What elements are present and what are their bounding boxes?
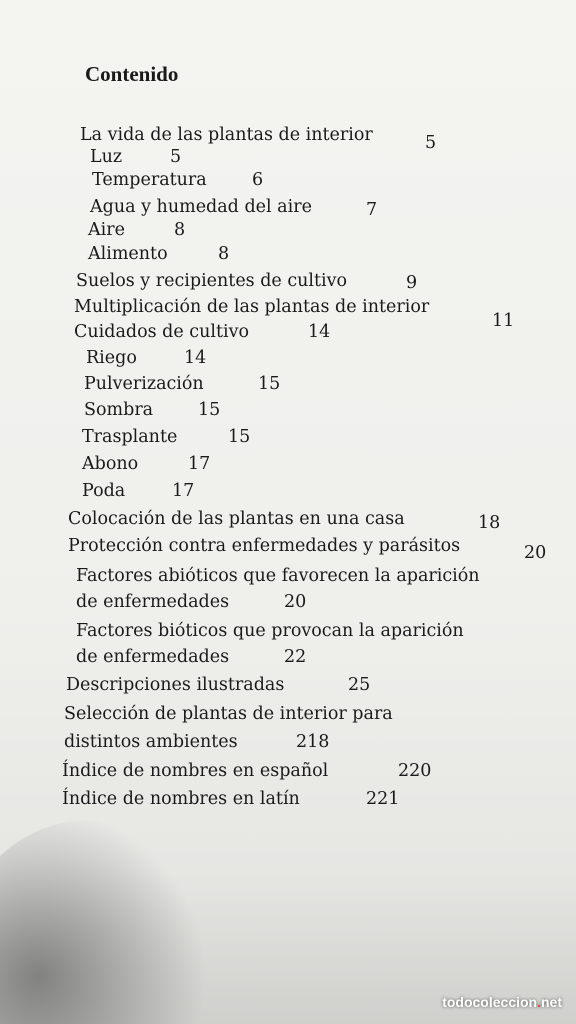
toc-entry: Aire 8 — [88, 220, 186, 240]
toc-entry: Colocación de las plantas en una casa 18 — [68, 509, 501, 533]
page-number: 7 — [366, 200, 378, 220]
page-number: 218 — [296, 732, 330, 752]
toc-entry: Agua y humedad del aire 7 — [90, 197, 378, 220]
page-number: 5 — [170, 147, 182, 167]
toc-entry: Riego 14 — [86, 348, 207, 368]
page-number: 8 — [174, 220, 186, 240]
watermark: todocoleccion.net — [442, 994, 562, 1010]
toc-entry: Selección de plantas de interior para — [64, 704, 393, 724]
page-number: 20 — [284, 592, 307, 612]
page-number: 11 — [492, 311, 515, 331]
toc-entry: de enfermedades 22 — [76, 647, 307, 667]
toc-entry: Temperatura 6 — [92, 170, 264, 190]
toc-entry: Factores abióticos que favorecen la aparición — [76, 566, 480, 586]
page-number: 22 — [284, 647, 307, 667]
page-number: 15 — [198, 400, 221, 420]
toc-entry: Alimento 8 — [88, 244, 230, 264]
toc-entry: Suelos y recipientes de cultivo 9 — [76, 271, 418, 293]
toc-entry: Trasplante 15 — [82, 427, 251, 447]
toc-entry: La vida de las plantas de interior 5 — [80, 125, 437, 153]
page-number: 15 — [228, 427, 251, 447]
page-number: 220 — [398, 761, 432, 781]
toc-entry: Sombra 15 — [84, 400, 221, 420]
page-number: 221 — [366, 789, 400, 809]
toc-entry: Índice de nombres en español 220 — [62, 761, 432, 781]
toc-entry: Protección contra enfermedades y parásitos 20 — [68, 536, 547, 563]
toc-entry: Índice de nombres en latín 221 — [62, 789, 400, 809]
page-number: 17 — [172, 481, 195, 501]
page-number: 14 — [308, 322, 331, 342]
toc-entry: Luz 5 — [90, 147, 182, 167]
page-number: 6 — [252, 170, 264, 190]
page-number: 15 — [258, 374, 281, 394]
page-number: 9 — [406, 273, 418, 293]
toc-entry: Poda 17 — [82, 481, 195, 501]
toc-entry: Abono 17 — [82, 454, 211, 474]
toc-entry: Cuidados de cultivo 14 — [74, 322, 331, 342]
page-number: 25 — [348, 675, 371, 695]
page-number: 8 — [218, 244, 230, 264]
toc-title: Contenido — [85, 62, 179, 86]
page-number: 14 — [184, 348, 207, 368]
page-number: 18 — [478, 513, 501, 533]
toc-entry: Factores bióticos que provocan la aparición — [76, 621, 464, 641]
toc-entry: de enfermedades 20 — [76, 592, 307, 612]
toc-entry: distintos ambientes 218 — [64, 732, 330, 752]
toc-entry: Pulverización 15 — [84, 374, 281, 394]
page-number: 20 — [524, 543, 547, 563]
toc-entry: Multiplicación de las plantas de interior 11 — [74, 297, 515, 331]
page-number: 17 — [188, 454, 211, 474]
page-number: 5 — [425, 133, 437, 153]
toc-entry: Descripciones ilustradas 25 — [66, 675, 371, 695]
